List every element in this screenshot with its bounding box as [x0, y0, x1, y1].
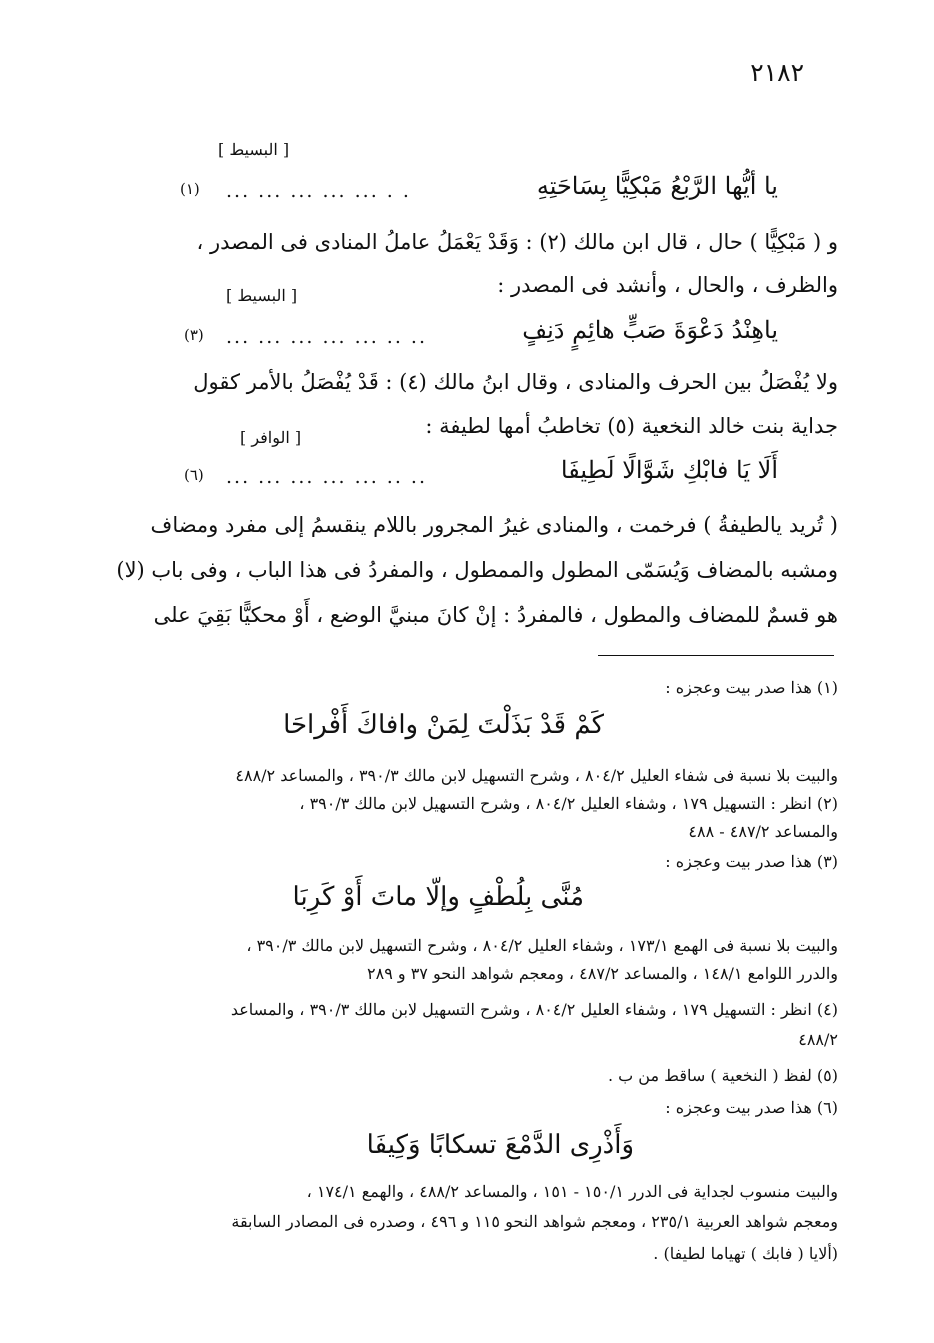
footnote: (٥) لفظ ( النخعية ) ساقط من ب .: [607, 1066, 838, 1085]
verse-ellipsis: ... ... ... ... ... . .: [226, 180, 411, 202]
prose-line: جداية بنت خالد النخعية (٥) تخاطبُ أمها لطيفة :: [425, 414, 838, 438]
footnote-reference: (٣): [184, 326, 204, 344]
prose-line: والظرف ، والحال ، وأنشد فى المصدر :: [497, 273, 838, 297]
footnote: ٤٨٨/٢: [798, 1030, 838, 1049]
footnote-reference: (٦): [184, 466, 204, 484]
prose-line: هو قسمٌ للمضاف والمطول ، فالمفردُ : إنْ كانَ مبنيَّ الوضع ، أَوْ محكيًّا بَقِيَ على: [153, 603, 838, 627]
footnote: والمساعد ٤٨٧/٢ - ٤٨٨: [688, 822, 838, 841]
footnote: والدرر اللوامع ١٤٨/١ ، والمساعد ٤٨٧/٢ ، ومعجم شواهد النحو ٣٧ و ٢٨٩: [367, 964, 838, 983]
footnote: ومعجم شواهد العربية ٢٣٥/١ ، ومعجم شواهد النحو ١١٥ و ٤٩٦ ، وصدره فى المصادر السابقة: [231, 1212, 838, 1231]
verse-hemistich: يا أيُّها الرَّبْعُ مَبْكِيًّا بِسَاحَتِهِ: [536, 172, 778, 200]
meter-label: [ البسيط ]: [218, 140, 290, 159]
prose-line: ولا يُفْصَلُ بين الحرف والمنادى ، وقال ابنُ مالك (٤) : قَدْ يُفْصَلُ بالأمر كقول: [193, 370, 838, 394]
footnote-hemistich: كَمْ قَدْ بَذَلْتَ لِمَنْ وافاكَ أَفْراحَا: [283, 710, 604, 740]
verse-ellipsis: ... ... ... ... ... .. ..: [226, 326, 427, 348]
footnote: (١) هذا صدر بيت وعجزه :: [665, 678, 838, 697]
verse-hemistich: ياهِنْدُ دَعْوَةَ صَبٍّ هائِمٍ دَنِفٍ: [522, 316, 778, 344]
footnote: (٤) انظر : التسهيل ١٧٩ ، وشفاء العليل ٨٠٤/٢ ، وشرح التسهيل لابن مالك ٣٩٠/٣ ، والمساعد: [230, 1000, 838, 1019]
prose-line: و ( مَبْكِيًّا ) حال ، قال ابن مالك (٢) : وَقَدْ يَعْمَلُ عاملُ المنادى فى المصدر ،: [196, 230, 838, 254]
footnote: والبيت بلا نسبة فى شفاء العليل ٨٠٤/٢ ، وشرح التسهيل لابن مالك ٣٩٠/٣ ، والمساعد ٤٨٨/٢: [235, 766, 838, 785]
footnote: (٦) هذا صدر بيت وعجزه :: [665, 1098, 838, 1117]
footnote-hemistich: وَأَذْرِى الدَّمْعَ تسكابًا وَكِيفَا: [366, 1130, 634, 1160]
footnote: والبيت منسوب لجداية فى الدرر ١٥٠/١ - ١٥١ ، والمساعد ٤٨٨/٢ ، والهمع ١٧٤/١ ،: [306, 1182, 838, 1201]
footnote-hemistich: مُنَّى بِلُطْفٍ وإلّا ماتَ أَوْ كَرِبَا: [292, 882, 584, 912]
footnote-reference: (١): [180, 180, 200, 198]
prose-line: ( تُريد يالطيفةُ ) فرخمت ، والمنادى غيرُ المجرور باللام ينقسمُ إلى مفرد ومضاف: [150, 513, 838, 537]
page-number: ٢١٨٢: [750, 58, 804, 87]
verse-ellipsis: ... ... ... ... ... .. ..: [226, 466, 427, 488]
footnote: (٢) انظر : التسهيل ١٧٩ ، وشفاء العليل ٨٠٤/٢ ، وشرح التسهيل لابن مالك ٣٩٠/٣ ،: [299, 794, 838, 813]
footnote: (ألايا ( فابك ) تهياما لطيفا) .: [653, 1244, 838, 1263]
footnote-divider: [598, 655, 834, 656]
footnote: والبيت بلا نسبة فى الهمع ١٧٣/١ ، وشفاء العليل ٨٠٤/٢ ، وشرح التسهيل لابن مالك ٣٩٠/٣ ،: [246, 936, 838, 955]
verse-hemistich: أَلَا يَا فابْكِ شَوَّالًا لَطِيفَا: [560, 456, 778, 484]
prose-line: ومشبه بالمضاف وَيُسَمّى المطول والممطول ، والمفردُ فى هذا الباب ، وفى باب (لا): [116, 558, 838, 582]
meter-label: [ الوافر ]: [240, 428, 302, 447]
footnote: (٣) هذا صدر بيت وعجزه :: [665, 852, 838, 871]
meter-label: [ البسيط ]: [226, 286, 298, 305]
